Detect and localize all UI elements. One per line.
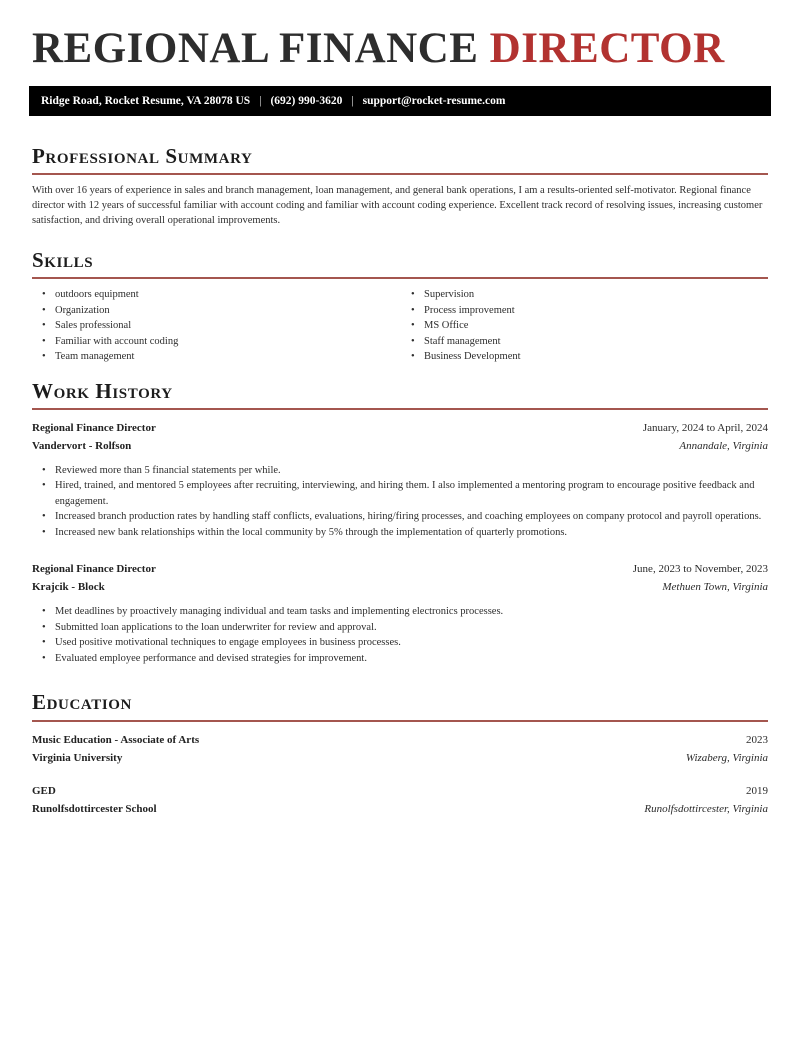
education-degree: GED bbox=[32, 784, 56, 797]
education-school: Runolfsdottircester School bbox=[32, 802, 157, 815]
title-accent: DIRECTOR bbox=[489, 25, 725, 72]
skill-item: • Process improvement bbox=[411, 303, 768, 319]
job-company: Vandervort - Rolfson bbox=[32, 439, 132, 452]
job-title: Regional Finance Director bbox=[32, 563, 156, 576]
section-divider bbox=[32, 408, 768, 410]
education-year: 2019 bbox=[746, 784, 768, 797]
job-company-row bbox=[32, 578, 768, 596]
education-school-row bbox=[32, 749, 768, 767]
bullet-item: • Reviewed more than 5 financial statements per while. bbox=[42, 463, 768, 479]
job-bullet-list bbox=[32, 463, 768, 541]
contact-separator: | bbox=[259, 95, 262, 107]
skills-section-heading: Skills bbox=[32, 248, 94, 273]
skill-item: • Business Development bbox=[411, 349, 768, 365]
bullet-item: • Increased new bank relationships within the local community by 5% through the implementation of quarterly promotions. bbox=[42, 525, 768, 541]
education-location: Runolfsdottircester, Virginia bbox=[644, 802, 768, 815]
bullet-item: • Used positive motivational techniques to engage employees in business processes. bbox=[42, 635, 768, 651]
job-entry bbox=[32, 419, 768, 541]
education-degree-row bbox=[32, 782, 768, 800]
job-title-row bbox=[32, 419, 768, 437]
title-primary: REGIONAL FINANCE bbox=[32, 25, 479, 72]
skill-item: • Staff management bbox=[411, 334, 768, 350]
education-school: Virginia University bbox=[32, 751, 123, 764]
education-entry bbox=[32, 731, 768, 767]
education-degree: Music Education - Associate of Arts bbox=[32, 733, 200, 746]
job-company: Krajcik - Block bbox=[32, 581, 105, 594]
bullet-item: • Submitted loan applications to the loan underwriter for review and approval. bbox=[42, 620, 768, 636]
bullet-item: • Met deadlines by proactively managing individual and team tasks and implementing electronics processes. bbox=[42, 604, 768, 620]
section-divider bbox=[32, 277, 768, 279]
skill-item: • Supervision bbox=[411, 287, 768, 303]
job-title: Regional Finance Director bbox=[32, 421, 156, 434]
page-title bbox=[32, 27, 768, 70]
contact-separator: | bbox=[351, 95, 354, 107]
skills-columns bbox=[32, 287, 768, 365]
contact-address: Ridge Road, Rocket Resume, VA 28078 US bbox=[41, 95, 251, 107]
section-divider bbox=[32, 173, 768, 175]
bullet-item: • Hired, trained, and mentored 5 employees after recruiting, interviewing, and hiring them. I also implemented a mentoring program to encourage positive feedback and engagement. bbox=[42, 478, 768, 509]
job-title-row bbox=[32, 560, 768, 578]
job-location: Annandale, Virginia bbox=[679, 439, 768, 452]
education-section-heading: Education bbox=[32, 690, 132, 715]
education-year: 2023 bbox=[746, 733, 768, 746]
job-location: Methuen Town, Virginia bbox=[662, 581, 768, 594]
contact-phone: (692) 990-3620 bbox=[270, 95, 343, 107]
job-dates: June, 2023 to November, 2023 bbox=[632, 563, 768, 576]
bullet-item: • Increased branch production rates by handling staff conflicts, evaluations, hiring/firing processes, and coaching employees on company protocol and payroll operations. bbox=[42, 509, 768, 525]
skill-item: • MS Office bbox=[411, 318, 768, 334]
job-dates: January, 2024 to April, 2024 bbox=[642, 421, 768, 434]
skill-item: • Organization bbox=[42, 303, 400, 319]
education-degree-row bbox=[32, 731, 768, 749]
summary-text: With over 16 years of experience in sales and branch management, loan management, and general bank operations, I am a results-oriented self-motivator. Regional finance director with 12 years of successful familiar with account coding and familiar with account coding experience. Excellent track record of resolving issues, increasing customer satisfaction, and driving overall operational improvements. bbox=[32, 185, 763, 227]
skills-left-column bbox=[32, 287, 400, 365]
skill-item: • Sales professional bbox=[42, 318, 400, 334]
education-school-row bbox=[32, 800, 768, 818]
skills-right-column bbox=[400, 287, 768, 365]
job-entry bbox=[32, 560, 768, 666]
summary-section-heading: Professional Summary bbox=[32, 144, 253, 168]
bullet-item: • Evaluated employee performance and devised strategies for improvement. bbox=[42, 651, 768, 667]
resume-page bbox=[0, 27, 800, 1062]
work-history-section-heading: Work History bbox=[32, 378, 173, 403]
skill-item: • outdoors equipment bbox=[42, 287, 400, 303]
section-divider bbox=[32, 720, 768, 722]
contact-bar bbox=[29, 86, 771, 116]
contact-email: support@rocket-resume.com bbox=[362, 95, 506, 107]
skill-item: • Team management bbox=[42, 349, 400, 365]
education-location: Wizaberg, Virginia bbox=[685, 751, 768, 764]
job-company-row bbox=[32, 437, 768, 455]
job-bullet-list bbox=[32, 604, 768, 666]
education-entry bbox=[32, 782, 768, 818]
skill-item: • Familiar with account coding bbox=[42, 334, 400, 350]
